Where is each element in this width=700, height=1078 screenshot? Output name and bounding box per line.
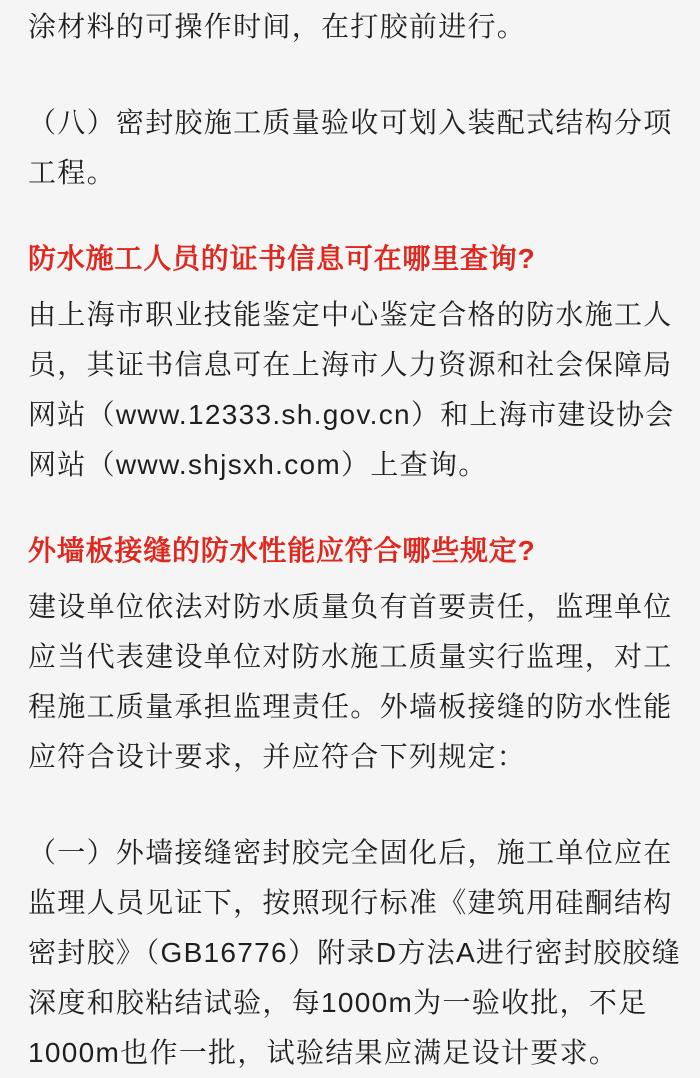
text-line: 涂材料的可操作时间，在打胶前进行。: [28, 11, 527, 42]
text-line: 由上海市职业技能鉴定中心鉴定合格的防水施工人: [28, 299, 673, 330]
text-line: 深度和胶粘结试验，每1000m为一验收批，不足: [28, 987, 648, 1018]
text-line: 网站（www.shjsxh.com）上查询。: [28, 449, 488, 480]
text-line: 建设单位依法对防水质量负有首要责任，监理单位: [28, 591, 673, 622]
text-line: 应符合设计要求，并应符合下列规定：: [28, 741, 527, 772]
text-line: 员，其证书信息可在上海市人力资源和社会保障局: [28, 349, 673, 380]
paragraph-responsibility: [28, 582, 672, 782]
text-line: 应当代表建设单位对防水施工质量实行监理，对工: [28, 641, 673, 672]
paragraph-item-1-test: [28, 828, 682, 1078]
text-line: （八）密封胶施工质量验收可划入装配式结构分项: [28, 107, 673, 138]
text-line: 密封胶》（GB16776）附录D方法A进行密封胶胶缝: [28, 937, 682, 968]
paragraph-top-continuation: [28, 2, 672, 52]
paragraph-item-8: [28, 98, 672, 198]
paragraph-certificate-info: [28, 290, 675, 490]
text-line: 工程。: [28, 157, 116, 188]
heading-text: 防水施工人员的证书信息可在哪里查询?: [28, 243, 536, 274]
text-line: 网站（www.12333.sh.gov.cn）和上海市建设协会: [28, 399, 675, 430]
heading-text: 外墙板接缝的防水性能应符合哪些规定?: [28, 535, 536, 566]
text-line: 1000m也作一批，试验结果应满足设计要求。: [28, 1037, 619, 1068]
text-line: （一）外墙接缝密封胶完全固化后，施工单位应在: [28, 837, 673, 868]
text-line: 程施工质量承担监理责任。外墙板接缝的防水性能: [28, 691, 673, 722]
text-line: 监理人员见证下，按照现行标准《建筑用硅酮结构: [28, 887, 673, 918]
section-heading-certificate-query: [28, 234, 672, 284]
section-heading-waterproof-requirements: [28, 526, 672, 576]
